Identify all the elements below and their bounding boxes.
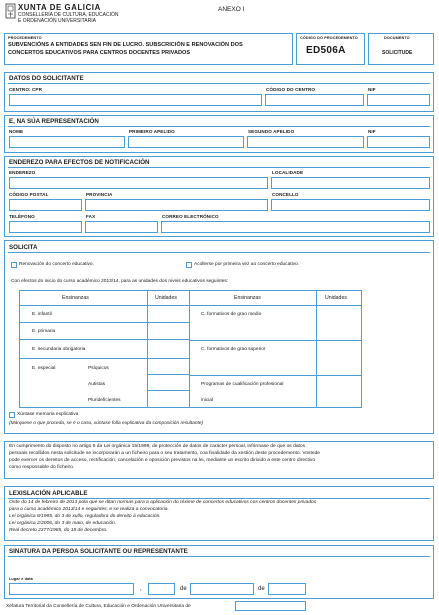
year-field[interactable]: [268, 583, 306, 595]
label-cf-medio: C. formativos de grao medio: [201, 312, 262, 317]
name-field[interactable]: [9, 136, 125, 148]
units-eso-field[interactable]: [147, 339, 190, 359]
council-label: CONCELLO: [272, 192, 299, 197]
dept-line1: CONSELLERÍA DE CULTURA, EDUCACIÓN: [18, 12, 119, 18]
code-value: ED506A: [306, 45, 346, 56]
th-ensinanzas-right-label: Ensinanzas: [234, 295, 261, 301]
representacion-nif-label: NIF: [368, 129, 376, 134]
label-infantil: E. infantil: [32, 312, 52, 317]
doc-label: DOCUMENTO: [384, 36, 410, 40]
footer-field[interactable]: [235, 601, 306, 611]
solicita-title: SOLICITA: [9, 244, 38, 251]
memoria-checkbox[interactable]: [9, 412, 15, 418]
annex-label: ANEXO I: [218, 6, 245, 13]
lexislacion-line1: Orde do 14 de febreiro de 2013 pola que se ditan normas para a aplicación do réxime de concertos educativos cos centros docentes privados: [9, 500, 317, 505]
solicitante-rule: [8, 83, 430, 84]
units-pcpi-field[interactable]: [316, 375, 362, 408]
units-cf-medio-field[interactable]: [316, 305, 362, 341]
center-code-field[interactable]: [265, 94, 364, 106]
fax-label: FAX: [86, 214, 96, 219]
locality-label: LOCALIDADE: [272, 170, 304, 175]
solicita-intro: Con efectos do inicio do curso académico 2013/14, para as unidades dos niveis educativos seguintes:: [11, 279, 229, 284]
center-code-label: CÓDIGO DO CENTRO: [266, 87, 316, 92]
label-especial: E. especial: [32, 366, 56, 371]
units-autistas-field[interactable]: [147, 374, 190, 391]
dept-line2: E ORDENACIÓN UNIVERSITARIA: [18, 18, 96, 24]
phone-label: TELÉFONO: [9, 214, 35, 219]
comma-sep: ,: [140, 586, 142, 592]
postal-label: CÓDIGO POSTAL: [9, 192, 49, 197]
lopd-line2: persoais recollidos nesta solicitude se incorporarán a un ficheiro para o seu tratamento, coa finalidade da xestión deste procedemento. Vostede: [9, 451, 321, 456]
label-pcpi-line1: Programas de cualificación profesional: [201, 382, 284, 387]
enderezo-title: ENDEREZO PARA EFECTOS DE NOTIFICACIÓN: [9, 159, 150, 166]
enderezo-rule: [8, 167, 430, 168]
code-label: CÓDIGO DO PROCEDEMENTO: [300, 36, 358, 40]
procedure-title-line1: SUBVENCIÓNS A ENTIDADES SEN FIN DE LUCRO. SUBSCRICIÓN E RENOVACIÓN DOS: [8, 42, 243, 48]
units-primaria-field[interactable]: [147, 322, 190, 340]
lexislacion-title: LEXISLACIÓN APLICABLE: [9, 490, 88, 497]
procedure-title-line2: CONCERTOS EDUCATIVOS PARA CENTROS DOCENTES PRIVADOS: [8, 50, 191, 56]
center-field[interactable]: [9, 94, 262, 106]
center-label: CENTRO: CPR: [9, 87, 43, 92]
name-label: NOME: [9, 129, 24, 134]
representacion-rule: [8, 126, 430, 127]
th-unidades-right-label: Unidades: [325, 295, 347, 301]
de-sep-1: de: [180, 586, 187, 592]
lopd-line1: En cumprimento do disposto no artigo 5 da Lei orgánica 15/1999, de protección de datos de carácter persoal, infórmase de que os datos: [9, 444, 306, 449]
lexislacion-line4: Lei orgánica 2/2006, do 3 de maio, de educación.: [9, 521, 117, 526]
postal-field[interactable]: [9, 199, 82, 211]
label-psiquicos: Psíquicos: [88, 366, 109, 371]
memoria-label: Xúntase memoria explicativa: [17, 412, 79, 417]
xunta-logo-icon: [5, 3, 16, 19]
representacion-title: E, NA SÚA REPRESENTACIÓN: [9, 118, 99, 125]
email-label: CORREO ELECTRÓNICO: [162, 214, 219, 219]
solicitante-nif-field[interactable]: [367, 94, 430, 106]
org-name: XUNTA DE GALICIA: [18, 3, 101, 12]
procedure-label: PROCEDEMENTO: [8, 36, 42, 40]
address-field[interactable]: [9, 177, 268, 189]
memoria-note: (Márquese o que proceda, se é o caso, xúntase folla explicativa da composición resultante): [9, 421, 204, 426]
doc-value: SOLICITUDE: [382, 50, 413, 56]
first-time-label: Acollerse por primeira vez ao concerto educativo.: [194, 262, 300, 267]
renewal-label: Renovación do concerto educativo.: [19, 262, 94, 267]
units-cf-superior-field[interactable]: [316, 340, 362, 376]
de-sep-2: de: [258, 586, 265, 592]
lopd-line3: pode exercer os dereitos de acceso, rectificación, cancelación e oposición previstos na lei, mediante un escrito dirixido a este centro directivo: [9, 458, 316, 463]
label-pcpi-line2: inicial: [201, 398, 213, 403]
address-label: ENDEREZO: [9, 170, 36, 175]
surname1-label: PRIMEIRO APELIDO: [129, 129, 175, 134]
fax-field[interactable]: [85, 221, 158, 233]
province-label: PROVINCIA: [86, 192, 113, 197]
lopd-line4: como responsable do ficheiro.: [9, 465, 75, 470]
surname1-field[interactable]: [128, 136, 244, 148]
place-field[interactable]: [9, 583, 134, 595]
representacion-nif-field[interactable]: [367, 136, 430, 148]
council-field[interactable]: [271, 199, 430, 211]
renewal-checkbox[interactable]: [11, 262, 17, 268]
procedure-box: [4, 33, 293, 65]
province-field[interactable]: [85, 199, 268, 211]
surname2-label: SEGUNDO APELIDO: [248, 129, 295, 134]
locality-field[interactable]: [271, 177, 430, 189]
label-plurideficientes: Plurideficientes: [88, 398, 121, 403]
place-date-label: Lugar e data: [9, 577, 33, 581]
lexislacion-line3: Lei orgánica 8/1985, do 3 de xullo, reguladora do dereito á educación.: [9, 514, 161, 519]
lexislacion-line2: para o curso académico 2013/14 e seguintes, e se realiza a convocatoria.: [9, 507, 169, 512]
units-infantil-field[interactable]: [147, 305, 190, 323]
label-primaria: E. primaria: [32, 329, 56, 334]
footer-text: Xefatura Territorial da Consellería de Cultura, Educación e Ordenación Universitaria de: [6, 604, 191, 609]
day-field[interactable]: [148, 583, 175, 595]
lexislacion-rule: [8, 498, 430, 499]
email-field[interactable]: [161, 221, 430, 233]
lexislacion-line5: Real decreto 2377/1985, do 18 de decembro.: [9, 528, 108, 533]
solicita-rule: [8, 252, 430, 253]
surname2-field[interactable]: [247, 136, 364, 148]
units-psiquicos-field[interactable]: [147, 358, 190, 375]
label-eso: E. secundaria obrigatoria: [32, 347, 86, 352]
row-pcpi: [189, 375, 317, 408]
month-field[interactable]: [190, 583, 254, 595]
label-cf-superior: C. formativos de grao superior: [201, 347, 266, 352]
row-cf-superior: [189, 340, 317, 376]
phone-field[interactable]: [9, 221, 82, 233]
solicitante-nif-label: NIF: [368, 87, 376, 92]
units-plurideficientes-field[interactable]: [147, 390, 190, 408]
row-cf-medio: [189, 305, 317, 341]
first-time-checkbox[interactable]: [186, 262, 192, 268]
label-autistas: Autistas: [88, 382, 106, 387]
solicitante-title: DATOS DO SOLICITANTE: [9, 75, 84, 82]
sinatura-rule: [8, 556, 430, 557]
sinatura-title: SINATURA DA PERSOA SOLICITANTE OU REPRESENTANTE: [9, 548, 188, 555]
th-unidades-left-label: Unidades: [155, 295, 177, 301]
th-ensinanzas-left-label: Ensinanzas: [62, 295, 89, 301]
